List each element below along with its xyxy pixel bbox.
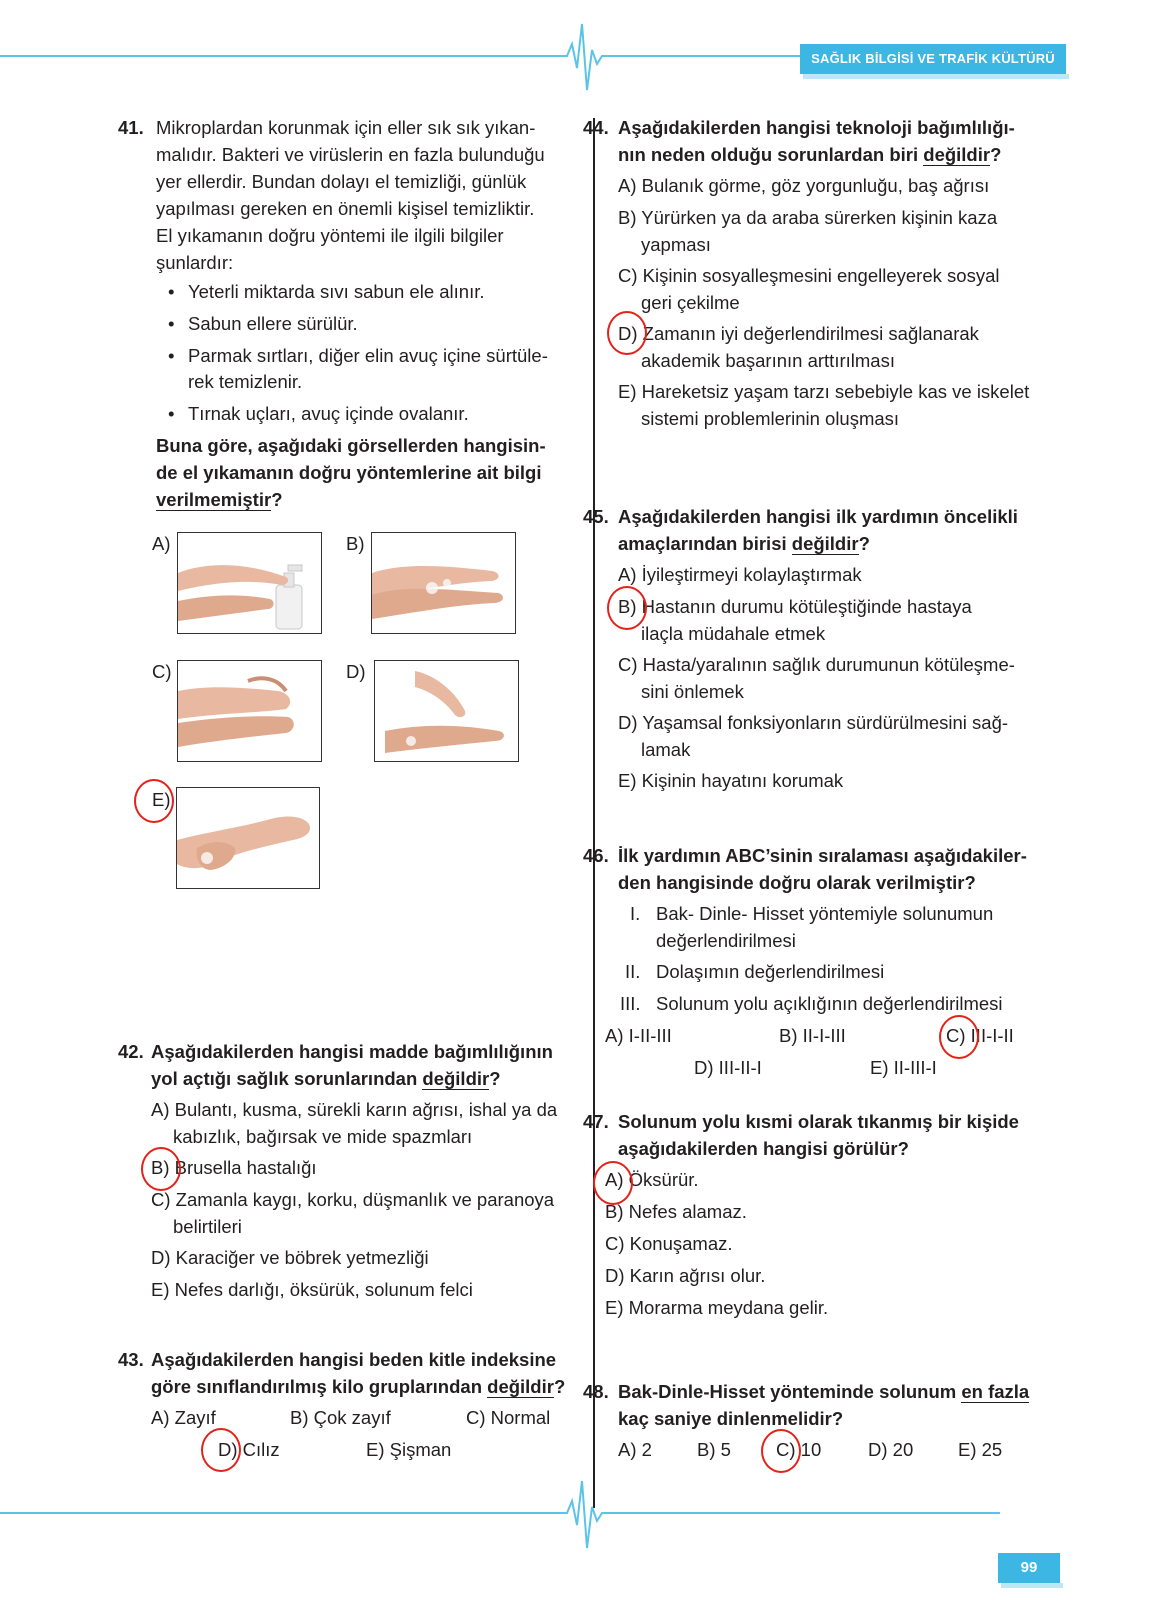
option-text: A) Bulantı, kusma, sürekli karın ağrısı, ishal ya da bbox=[151, 1099, 558, 1120]
prompt-line: amaçlarından birisi bbox=[618, 533, 787, 554]
page-number-shadow bbox=[1001, 1583, 1063, 1588]
question-mark: ? bbox=[271, 489, 283, 510]
footer-line-right bbox=[610, 1512, 1000, 1514]
question-prompt bbox=[151, 1038, 591, 1092]
prompt-line: nın neden olduğu sorunlardan biri bbox=[618, 144, 919, 165]
intro-line: El yıkamanın doğru yöntemi ile ilgili bilgiler bbox=[156, 225, 504, 246]
hands-interlaced-image bbox=[178, 661, 321, 761]
question-prompt bbox=[618, 503, 1058, 557]
option-a[interactable]: A) Zayıf bbox=[151, 1407, 216, 1428]
option-text: C) Hasta/yaralının sağlık durumunun kötüleşme- bbox=[618, 654, 1015, 675]
statement-text: değerlendirilmesi bbox=[656, 930, 796, 951]
option-e[interactable]: E) Nefes darlığı, öksürük, solunum felci bbox=[151, 1279, 473, 1300]
answer-circle bbox=[607, 311, 647, 355]
option-d[interactable]: D) 20 bbox=[868, 1439, 914, 1460]
prompt-line: Aşağıdakilerden hangisi madde bağımlılığının bbox=[151, 1041, 553, 1062]
bullet-text: Yeterli miktarda sıvı sabun ele alınır. bbox=[188, 281, 485, 302]
answer-circle bbox=[134, 779, 174, 823]
prompt-line: yol açtığı sağlık sorunlarından bbox=[151, 1068, 418, 1089]
option-b[interactable] bbox=[618, 593, 1058, 647]
prompt-line: Aşağıdakilerden hangisi beden kitle indeksine bbox=[151, 1349, 557, 1370]
header-banner-shadow bbox=[803, 74, 1069, 79]
option-c[interactable] bbox=[151, 1186, 591, 1240]
option-a[interactable]: A) I-II-III bbox=[605, 1025, 672, 1046]
roman-numeral: I. bbox=[630, 903, 641, 924]
option-text: kabızlık, bağırsak ve mide spazmları bbox=[173, 1126, 473, 1147]
question-42 bbox=[118, 1038, 588, 1308]
option-d[interactable]: D) Karaciğer ve böbrek yetmezliği bbox=[151, 1247, 429, 1268]
question-number: 43. bbox=[118, 1349, 144, 1370]
question-number: 45. bbox=[583, 506, 609, 527]
option-d[interactable]: D) Cılız bbox=[218, 1439, 280, 1460]
header-banner: SAĞLIK BİLGİSİ VE TRAFİK KÜLTÜRÜ bbox=[800, 44, 1066, 74]
option-c[interactable] bbox=[618, 651, 1058, 705]
q41-option-a-label[interactable]: A) bbox=[152, 533, 171, 554]
option-c[interactable]: C) Konuşamaz. bbox=[605, 1233, 733, 1254]
option-c[interactable] bbox=[618, 262, 1058, 316]
prompt-line: den hangisinde doğru olarak verilmiştir? bbox=[618, 872, 976, 893]
intro-line: Mikroplardan korunmak için eller sık sık yıkan- bbox=[156, 117, 536, 138]
heartbeat-icon bbox=[555, 20, 615, 100]
question-number: 44. bbox=[583, 117, 609, 138]
prompt-line: Bak-Dinle-Hisset yönteminde solunum bbox=[618, 1381, 957, 1402]
option-a[interactable]: A) Bulanık görme, göz yorgunluğu, baş ağrısı bbox=[618, 175, 990, 196]
option-text: akademik başarının arttırılması bbox=[641, 350, 895, 371]
answer-circle bbox=[593, 1161, 633, 1205]
question-prompt bbox=[618, 1378, 1058, 1432]
intro-line: şunlardır: bbox=[156, 252, 234, 273]
option-text: C) Kişinin sosyalleşmesini engelleyerek sosyal bbox=[618, 265, 1000, 286]
option-b[interactable] bbox=[618, 204, 1058, 258]
option-text: D) Zamanın iyi değerlendirilmesi sağlanarak bbox=[618, 323, 979, 344]
page-number: 99 bbox=[998, 1553, 1060, 1583]
option-c[interactable]: C) 10 bbox=[776, 1439, 822, 1460]
question-45 bbox=[583, 503, 1053, 803]
intro-line: malıdır. Bakteri ve virüslerin en fazla bulunduğu bbox=[156, 144, 545, 165]
option-c[interactable]: C) Normal bbox=[466, 1407, 551, 1428]
option-b[interactable]: B) Çok zayıf bbox=[290, 1407, 391, 1428]
statement-text: Bak- Dinle- Hisset yöntemiyle solunumun bbox=[656, 903, 994, 924]
option-text: lamak bbox=[641, 739, 691, 760]
emphasis-word: verilmemiştir bbox=[156, 489, 272, 510]
option-text: B) Hastanın durumu kötüleştiğinde hastaya bbox=[618, 596, 972, 617]
intro-line: yer ellerdir. Bundan dolayı el temizliği, günlük bbox=[156, 171, 527, 192]
prompt-line: aşağıdakilerden hangisi görülür? bbox=[618, 1138, 909, 1159]
bullet-dot: • bbox=[168, 403, 175, 424]
option-e[interactable]: E) Şişman bbox=[366, 1439, 452, 1460]
prompt-line: Solunum yolu kısmi olarak tıkanmış bir kişide bbox=[618, 1111, 1019, 1132]
bullet-text: Sabun ellere sürülür. bbox=[188, 313, 358, 334]
option-c[interactable]: C) III-I-II bbox=[946, 1025, 1014, 1046]
answer-circle bbox=[607, 586, 647, 630]
bullet-text: Tırnak uçları, avuç içinde ovalanır. bbox=[188, 403, 469, 424]
question-41 bbox=[118, 114, 588, 534]
question-number: 42. bbox=[118, 1041, 144, 1062]
question-prompt bbox=[618, 1108, 1058, 1162]
option-d[interactable] bbox=[618, 320, 1058, 374]
statement-iii: Solunum yolu açıklığının değerlendirilmesi bbox=[656, 993, 1003, 1014]
question-number: 46. bbox=[583, 845, 609, 866]
question-prompt bbox=[151, 1346, 591, 1400]
header-line-right bbox=[610, 55, 800, 57]
option-a[interactable]: A) İyileştirmeyi kolaylaştırmak bbox=[618, 564, 862, 585]
q41-option-e-image[interactable] bbox=[176, 787, 320, 889]
emphasis-word: değildir bbox=[791, 533, 859, 554]
q41-option-d-label[interactable]: D) bbox=[346, 661, 366, 682]
bullet-text: Parmak sırtları, diğer elin avuç içine sürtüle- bbox=[188, 345, 548, 366]
prompt-line: göre sınıflandırılmış kilo gruplarından bbox=[151, 1376, 482, 1397]
option-a[interactable]: A) Öksürür. bbox=[605, 1169, 699, 1190]
option-text: geri çekilme bbox=[641, 292, 740, 313]
option-b[interactable]: B) Nefes alamaz. bbox=[605, 1201, 747, 1222]
option-e[interactable]: E) Morarma meydana gelir. bbox=[605, 1297, 829, 1318]
fingertips-rubbing-image bbox=[375, 661, 518, 761]
option-e[interactable]: E) Kişinin hayatını korumak bbox=[618, 770, 844, 791]
emphasis-word: en fazla bbox=[961, 1381, 1030, 1402]
question-intro bbox=[156, 114, 586, 276]
question-mark: ? bbox=[489, 1068, 501, 1089]
prompt-line: kaç saniye dinlenmelidir? bbox=[618, 1408, 844, 1429]
option-a[interactable]: A) 2 bbox=[618, 1439, 652, 1460]
option-a[interactable] bbox=[151, 1096, 591, 1150]
intro-line: yapılması gereken en önemli kişisel temizliktir. bbox=[156, 198, 535, 219]
wrist-washing-image bbox=[177, 788, 319, 888]
option-d[interactable]: D) III-II-I bbox=[694, 1057, 762, 1078]
q41-option-b-image[interactable] bbox=[371, 532, 516, 634]
option-text: belirtileri bbox=[173, 1216, 242, 1237]
answer-circle bbox=[141, 1147, 181, 1191]
answer-circle bbox=[201, 1428, 241, 1472]
option-b[interactable]: B) Brusella hastalığı bbox=[151, 1157, 317, 1178]
bullet-dot: • bbox=[168, 313, 175, 334]
footer-line-left bbox=[0, 1512, 560, 1514]
bullet-dot: • bbox=[168, 345, 175, 366]
option-b[interactable]: B) II-I-III bbox=[779, 1025, 846, 1046]
prompt-line: Aşağıdakilerden hangisi ilk yardımın öncelikli bbox=[618, 506, 1018, 527]
question-mark: ? bbox=[553, 1376, 566, 1397]
question-number: 47. bbox=[583, 1111, 609, 1132]
question-number: 41. bbox=[118, 117, 144, 138]
option-text: ilaçla müdahale etmek bbox=[641, 623, 826, 644]
bullet-text: rek temizlenir. bbox=[188, 371, 303, 392]
question-prompt bbox=[618, 842, 1058, 896]
question-44 bbox=[583, 114, 1053, 434]
option-text: yapması bbox=[641, 234, 711, 255]
q41-option-b-label[interactable]: B) bbox=[346, 533, 365, 554]
q41-option-e-label[interactable]: E) bbox=[152, 789, 171, 810]
option-text: sistemi problemlerinin oluşması bbox=[641, 408, 900, 429]
roman-numeral: II. bbox=[625, 961, 641, 982]
question-number: 48. bbox=[583, 1381, 609, 1402]
question-prompt bbox=[156, 432, 586, 513]
prompt-line: de el yıkamanın doğru yöntemlerine ait bilgi bbox=[156, 462, 542, 483]
option-d[interactable] bbox=[618, 709, 1058, 763]
answer-circle bbox=[761, 1429, 801, 1473]
option-d[interactable]: D) Karın ağrısı olur. bbox=[605, 1265, 766, 1286]
question-mark: ? bbox=[990, 144, 1002, 165]
hands-rubbing-image bbox=[372, 533, 515, 633]
option-e[interactable]: E) 25 bbox=[958, 1439, 1003, 1460]
prompt-line: Aşağıdakilerden hangisi teknoloji bağımlılığı- bbox=[618, 117, 1015, 138]
question-43 bbox=[118, 1346, 588, 1476]
prompt-line: İlk yardımın ABC’sinin sıralaması aşağıdakiler- bbox=[618, 845, 1027, 866]
emphasis-word: değildir bbox=[487, 1376, 554, 1397]
option-text: B) Yürürken ya da araba sürerken kişinin kaza bbox=[618, 207, 998, 228]
q41-option-d-image[interactable] bbox=[374, 660, 519, 762]
heartbeat-icon bbox=[555, 1476, 615, 1556]
statement-ii: Dolaşımın değerlendirilmesi bbox=[656, 961, 885, 982]
q41-option-a-image[interactable] bbox=[177, 532, 322, 634]
q41-option-c-label[interactable]: C) bbox=[152, 661, 172, 682]
emphasis-word: değildir bbox=[422, 1068, 490, 1089]
question-46 bbox=[583, 842, 1053, 1082]
header-line-left bbox=[0, 55, 560, 57]
option-e[interactable]: E) II-III-I bbox=[870, 1057, 937, 1078]
hand-soap-image bbox=[178, 533, 321, 633]
option-e[interactable] bbox=[618, 378, 1058, 432]
question-mark: ? bbox=[858, 533, 870, 554]
roman-numeral: III. bbox=[620, 993, 641, 1014]
question-48 bbox=[583, 1378, 1053, 1478]
prompt-line: Buna göre, aşağıdaki görsellerden hangisin- bbox=[156, 435, 546, 456]
answer-circle bbox=[939, 1015, 979, 1059]
q41-option-c-image[interactable] bbox=[177, 660, 322, 762]
statement-i bbox=[656, 900, 1056, 954]
question-prompt bbox=[618, 114, 1058, 168]
option-b[interactable]: B) 5 bbox=[697, 1439, 731, 1460]
question-47 bbox=[583, 1108, 1053, 1328]
option-text: C) Zamanla kaygı, korku, düşmanlık ve paranoya bbox=[151, 1189, 555, 1210]
option-text: E) Hareketsiz yaşam tarzı sebebiyle kas ve iskelet bbox=[618, 381, 1030, 402]
emphasis-word: değildir bbox=[923, 144, 991, 165]
option-text: D) Yaşamsal fonksiyonların sürdürülmesini sağ- bbox=[618, 712, 1009, 733]
bullet-dot: • bbox=[168, 281, 175, 302]
option-text: sini önlemek bbox=[641, 681, 744, 702]
